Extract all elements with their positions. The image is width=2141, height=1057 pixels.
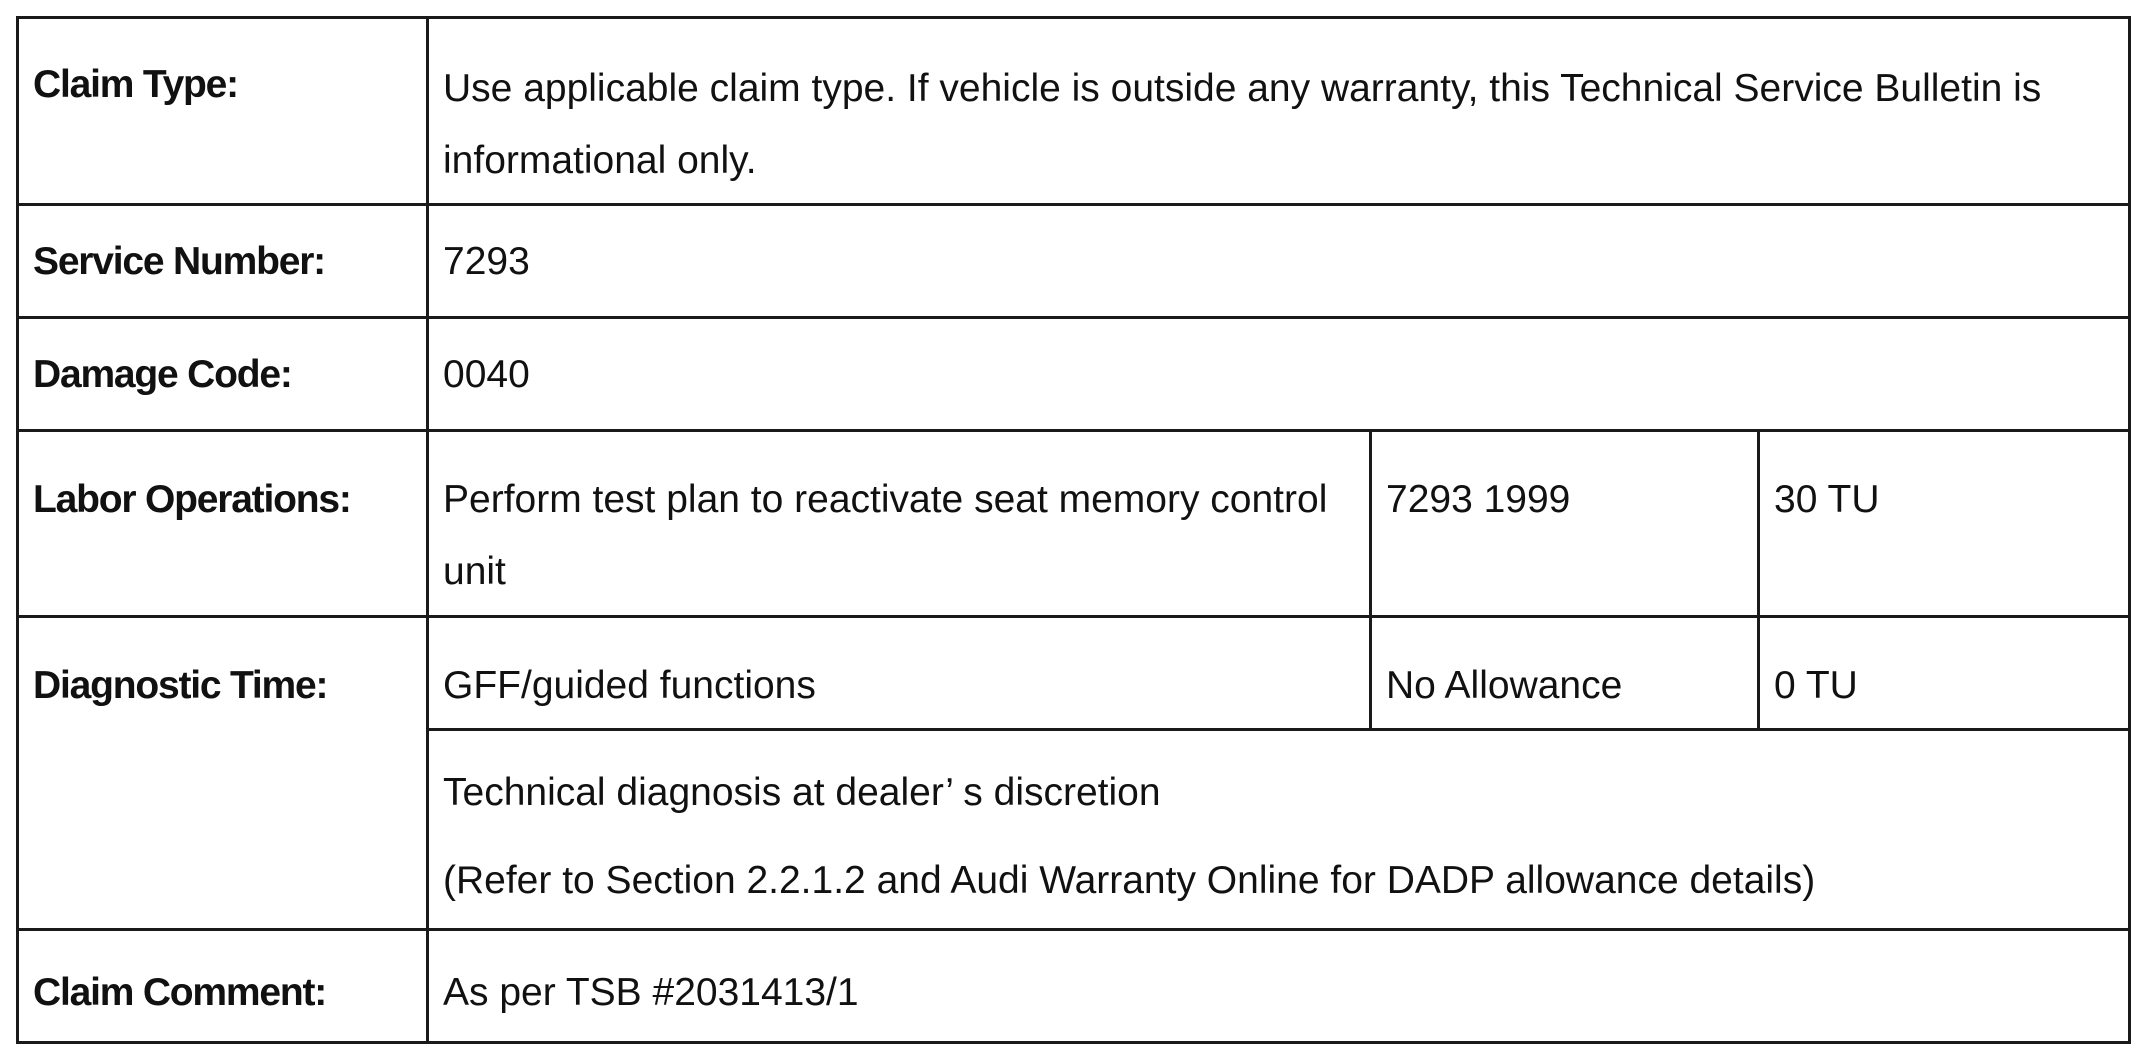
diagnostic-note	[443, 731, 2114, 905]
diagnostic-note-line2: (Refer to Section 2.2.1.2 and Audi Warranty Online for DADP allowance details)	[443, 859, 1816, 902]
diagnostic-note-line1: Technical diagnosis at dealer’ s discretion	[443, 771, 1161, 814]
row-damage-code	[18, 318, 2130, 431]
claim-comment-label: Claim Comment:	[33, 971, 327, 1014]
claim-comment-value: As per TSB #2031413/1	[443, 971, 859, 1014]
diagnostic-time-description-cell	[428, 617, 1371, 730]
diagnostic-time-code: No Allowance	[1386, 664, 1623, 707]
diagnostic-time-time: 0 TU	[1774, 664, 1858, 707]
row-diagnostic-time	[18, 617, 2130, 730]
diagnostic-time-label: Diagnostic Time:	[33, 664, 328, 707]
diagnostic-time-description: GFF/guided functions	[443, 664, 816, 707]
labor-operations-time: 30 TU	[1774, 478, 1880, 521]
diagnostic-time-label-cell	[18, 617, 428, 930]
labor-operations-time-cell	[1759, 431, 2130, 617]
claim-type-value: Use applicable claim type. If vehicle is outside any warranty, this Technical Service Bulletin is informational only.	[443, 67, 2042, 182]
service-number-label: Service Number:	[33, 240, 325, 283]
claim-comment-value-cell	[428, 930, 2130, 1043]
claim-type-label-cell	[18, 18, 428, 205]
service-number-label-cell	[18, 205, 428, 318]
claim-info-table	[16, 16, 2131, 1044]
damage-code-label-cell	[18, 318, 428, 431]
service-number-value-cell	[428, 205, 2130, 318]
labor-operations-label-cell	[18, 431, 428, 617]
diagnostic-note-cell	[428, 730, 2130, 930]
labor-operations-code-cell	[1371, 431, 1759, 617]
row-service-number	[18, 205, 2130, 318]
claim-comment-label-cell	[18, 930, 428, 1043]
labor-operations-description-cell	[428, 431, 1371, 617]
damage-code-label: Damage Code:	[33, 353, 292, 396]
claim-type-label: Claim Type:	[33, 63, 238, 106]
damage-code-value: 0040	[443, 353, 530, 396]
labor-operations-code: 7293 1999	[1386, 478, 1571, 521]
claim-type-value-cell	[428, 18, 2130, 205]
row-claim-comment	[18, 930, 2130, 1043]
damage-code-value-cell	[428, 318, 2130, 431]
labor-operations-label: Labor Operations:	[33, 478, 351, 521]
service-number-value: 7293	[443, 240, 530, 283]
row-claim-type	[18, 18, 2130, 205]
diagnostic-time-code-cell	[1371, 617, 1759, 730]
row-labor-operations	[18, 431, 2130, 617]
labor-operations-description: Perform test plan to reactivate seat memory control unit	[443, 478, 1328, 593]
diagnostic-time-time-cell	[1759, 617, 2130, 730]
